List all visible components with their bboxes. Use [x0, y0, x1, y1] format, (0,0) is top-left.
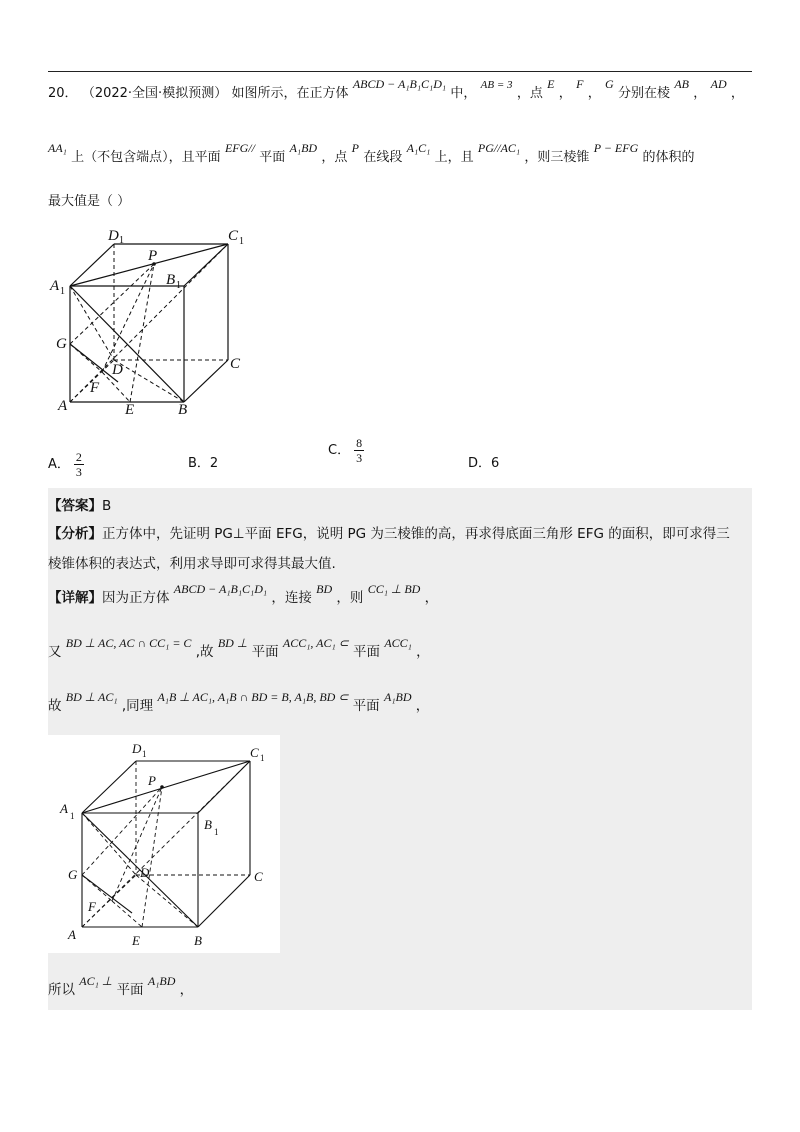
svg-text:1: 1 [260, 753, 265, 763]
option-b[interactable]: B．2 [188, 456, 219, 471]
question-line-2: AA₁ 上（不包含端点），且平面 EFG// 平面 A₁BD ，点 P 在线段 A₁C₁ 上，且 PG//AC₁ ，则三棱锥 P − EFG 的体积的 [48, 141, 695, 165]
fig2-label-C1: C [250, 745, 259, 760]
label-A1: A [50, 278, 60, 294]
fig2-label-P: P [148, 773, 156, 788]
fig2-label-B1: B [204, 817, 212, 832]
answer-options [48, 436, 748, 480]
fig2-label-B: B [194, 933, 202, 948]
label-P: P [148, 248, 158, 264]
fig2-label-F: F [88, 899, 96, 914]
answer-line: 【答案】B [48, 498, 112, 514]
question-number: 20． [48, 86, 78, 101]
label-E: E [125, 402, 135, 418]
svg-text:1: 1 [60, 286, 65, 297]
solution-figure-container [48, 735, 280, 953]
fig2-label-D1: D [132, 741, 142, 756]
label-B1: B [166, 272, 176, 288]
fig2-label-D: D [140, 865, 150, 880]
detail-line-2: 又 BD ⊥ AC, AC ∩ CC₁ = C ,故 BD ⊥ 平面 ACC₁, AC₁ ⊂ 平面 ACC₁ ， [48, 636, 430, 660]
detail-line-1: 【详解】因为正方体 ABCD − A₁B₁C₁D₁ ，连接 BD ，则 CC₁ ⊥ BD ， [48, 582, 439, 606]
analysis-line-2: 棱锥体积的表达式，利用求导即可求得其最大值. [48, 556, 336, 572]
svg-text:1: 1 [176, 280, 181, 291]
cube-figure [48, 222, 248, 422]
svg-text:1: 1 [214, 827, 219, 837]
label-A: A [58, 398, 68, 414]
analysis-line-1: 【分析】正方体中，先证明 PG⊥平面 EFG，说明 PG 为三棱锥的高，再求得底面三角形 EFG 的面积，即可求得三 [48, 526, 730, 542]
svg-text:1: 1 [119, 235, 124, 246]
solution-cube-figure [48, 735, 280, 953]
top-divider [48, 71, 752, 72]
label-B: B [178, 402, 188, 418]
svg-text:1: 1 [239, 236, 244, 247]
fig2-label-A1: A [60, 801, 68, 816]
detail-line-3: 故 BD ⊥ AC₁ ,同理 A₁B ⊥ AC₁, A₁B ∩ BD = B, A₁B, BD ⊂ 平面 A₁BD ， [48, 690, 430, 714]
detail-line-4: 所以 AC₁ ⊥ 平面 A₁BD ， [48, 974, 194, 998]
question-line-3: 最大值是（ ） [48, 194, 131, 209]
svg-text:1: 1 [142, 749, 147, 759]
fig2-label-A: A [68, 927, 76, 942]
label-G: G [56, 336, 67, 352]
fraction-c: $\frac{8}{3}$ [356, 436, 363, 465]
label-F: F [90, 380, 100, 396]
question-source: （2022·全国·模拟预测） [81, 86, 228, 101]
option-d[interactable]: D．6 [468, 456, 500, 471]
label-C1: C [228, 228, 239, 244]
label-D: D [112, 362, 123, 378]
option-a[interactable]: A． $\frac{2}{3}$ [48, 450, 82, 479]
fraction-a: $\frac{2}{3}$ [75, 450, 82, 479]
option-c[interactable]: C． $\frac{8}{3}$ [328, 436, 363, 465]
fig2-label-G: G [68, 867, 78, 882]
fig2-label-C: C [254, 869, 263, 884]
label-C: C [230, 356, 241, 372]
label-D1: D [108, 228, 119, 244]
fig2-label-E: E [132, 933, 140, 948]
question-line-1: 20． （2022·全国·模拟预测） 如图所示，在正方体 ABCD − A₁B₁C₁D₁ 中， $^{AB = 3}$ ，点 E ， F ， G 分别在棱 AB ， AD ， [48, 77, 744, 101]
svg-text:1: 1 [70, 811, 75, 821]
